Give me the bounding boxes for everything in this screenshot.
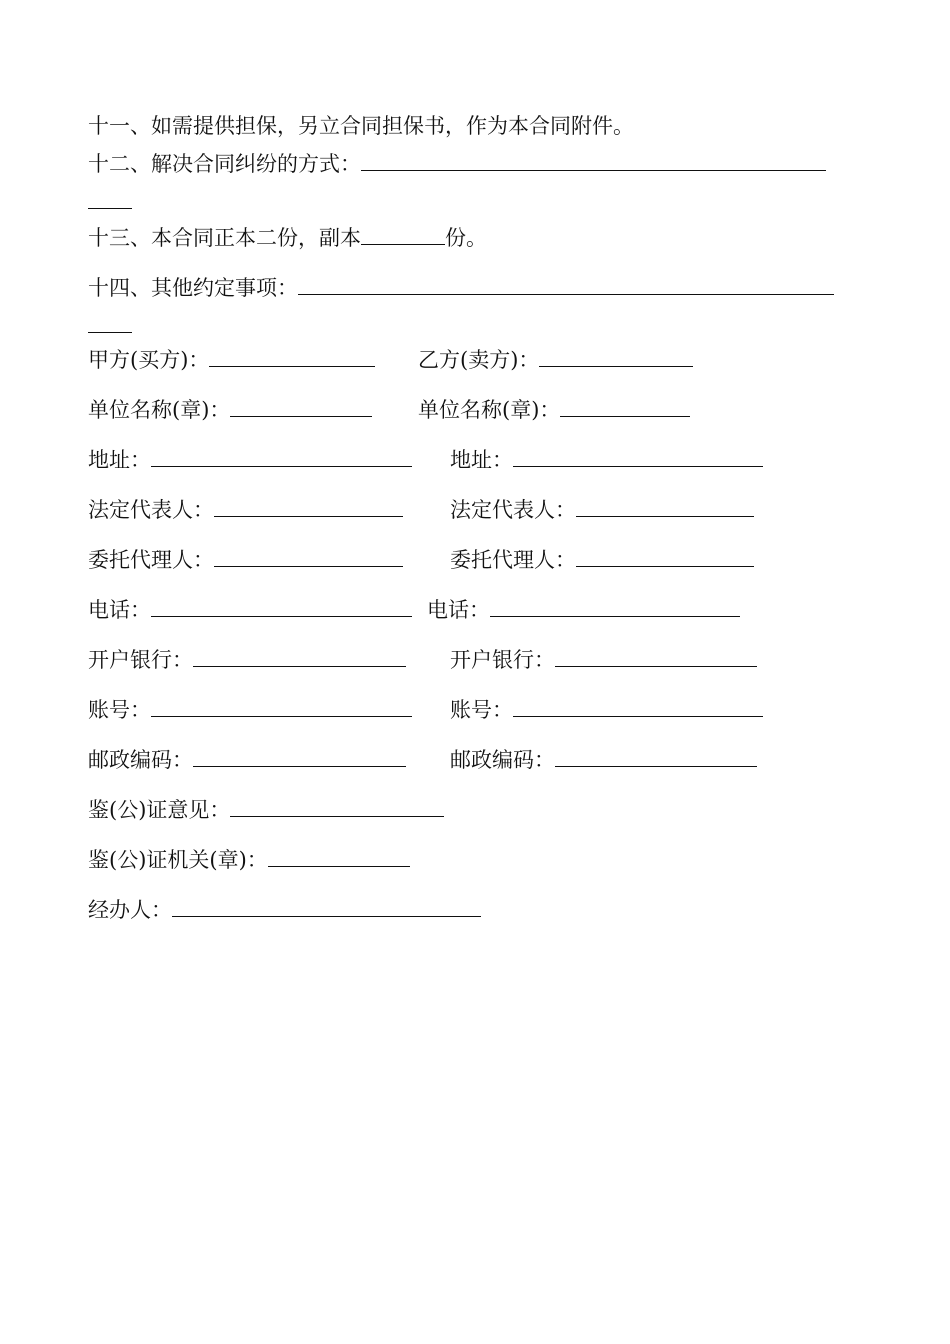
party-b-name-blank[interactable]: [539, 346, 693, 367]
party-a-bank-row: [88, 646, 406, 674]
clause-14-continuation: [88, 312, 132, 340]
party-b-phone-blank[interactable]: [490, 596, 740, 617]
notary-opinion-blank[interactable]: [230, 796, 444, 817]
clause-13-suffix: 份。: [445, 226, 487, 250]
notary-opinion-label: 鉴(公)证意见：: [88, 798, 231, 822]
party-a-postcode-blank[interactable]: [193, 746, 406, 767]
party-b-title: 乙方(卖方)：: [418, 348, 540, 372]
party-a-phone-row: [88, 596, 412, 624]
party-b-bank-row: [450, 646, 757, 674]
party-a-legal-rep-blank[interactable]: [214, 496, 403, 517]
other-matters-blank[interactable]: [298, 274, 834, 295]
party-b-phone-row: [427, 596, 740, 624]
clause-12: [88, 150, 826, 178]
notary-opinion-row: [88, 796, 444, 824]
party-a-unit-row: [88, 396, 372, 424]
other-matters-blank-cont[interactable]: [88, 312, 132, 333]
party-a-account-blank[interactable]: [151, 696, 412, 717]
party-a-address-blank[interactable]: [151, 446, 412, 467]
party-b-unit-blank[interactable]: [560, 396, 690, 417]
party-b-agent-label: 委托代理人：: [450, 548, 576, 572]
clause-14: [88, 274, 834, 302]
party-b-phone-label: 电话：: [427, 598, 490, 622]
party-b-agent-row: [450, 546, 754, 574]
party-a-title: 甲方(买方)：: [88, 348, 210, 372]
party-b-agent-blank[interactable]: [576, 546, 754, 567]
party-a-agent-label: 委托代理人：: [88, 548, 214, 572]
clause-12-label: 十二、解决合同纠纷的方式：: [88, 152, 361, 176]
party-b-address-row: [450, 446, 763, 474]
party-b-postcode-row: [450, 746, 757, 774]
dispute-resolution-blank[interactable]: [361, 150, 826, 171]
party-b-bank-blank[interactable]: [555, 646, 757, 667]
party-a-unit-blank[interactable]: [230, 396, 372, 417]
party-a-address-label: 地址：: [88, 448, 151, 472]
party-a-legal-rep-label: 法定代表人：: [88, 498, 214, 522]
party-b-account-blank[interactable]: [513, 696, 763, 717]
party-b-unit-label: 单位名称(章)：: [418, 398, 561, 422]
party-b-postcode-blank[interactable]: [555, 746, 757, 767]
party-a-title-row: [88, 346, 375, 374]
party-a-legal-rep-row: [88, 496, 403, 524]
party-a-bank-label: 开户银行：: [88, 648, 193, 672]
party-a-phone-label: 电话：: [88, 598, 151, 622]
copies-count-blank[interactable]: [361, 224, 445, 245]
party-a-postcode-label: 邮政编码：: [88, 748, 193, 772]
party-a-account-row: [88, 696, 412, 724]
handler-row: [88, 896, 481, 924]
party-a-agent-row: [88, 546, 403, 574]
party-a-phone-blank[interactable]: [151, 596, 412, 617]
party-b-bank-label: 开户银行：: [450, 648, 555, 672]
notary-authority-row: [88, 846, 410, 874]
party-b-legal-rep-label: 法定代表人：: [450, 498, 576, 522]
clause-11: [88, 112, 634, 140]
party-a-address-row: [88, 446, 412, 474]
party-a-bank-blank[interactable]: [193, 646, 406, 667]
clause-13: [88, 224, 487, 252]
party-b-postcode-label: 邮政编码：: [450, 748, 555, 772]
notary-authority-blank[interactable]: [268, 846, 410, 867]
clause-14-label: 十四、其他约定事项：: [88, 276, 298, 300]
clause-13-prefix: 十三、本合同正本二份，副本: [88, 226, 361, 250]
party-a-name-blank[interactable]: [209, 346, 375, 367]
party-a-agent-blank[interactable]: [214, 546, 403, 567]
clause-12-continuation: [88, 188, 132, 216]
party-b-account-label: 账号：: [450, 698, 513, 722]
notary-authority-label: 鉴(公)证机关(章)：: [88, 848, 268, 872]
party-b-address-label: 地址：: [450, 448, 513, 472]
party-b-legal-rep-blank[interactable]: [576, 496, 754, 517]
handler-blank[interactable]: [172, 896, 481, 917]
party-a-unit-label: 单位名称(章)：: [88, 398, 231, 422]
party-b-legal-rep-row: [450, 496, 754, 524]
clause-11-text: 十一、如需提供担保，另立合同担保书，作为本合同附件。: [88, 114, 634, 138]
party-b-unit-row: [418, 396, 690, 424]
party-b-address-blank[interactable]: [513, 446, 763, 467]
party-b-title-row: [418, 346, 693, 374]
handler-label: 经办人：: [88, 898, 172, 922]
party-b-account-row: [450, 696, 763, 724]
dispute-resolution-blank-cont[interactable]: [88, 188, 132, 209]
party-a-postcode-row: [88, 746, 406, 774]
party-a-account-label: 账号：: [88, 698, 151, 722]
